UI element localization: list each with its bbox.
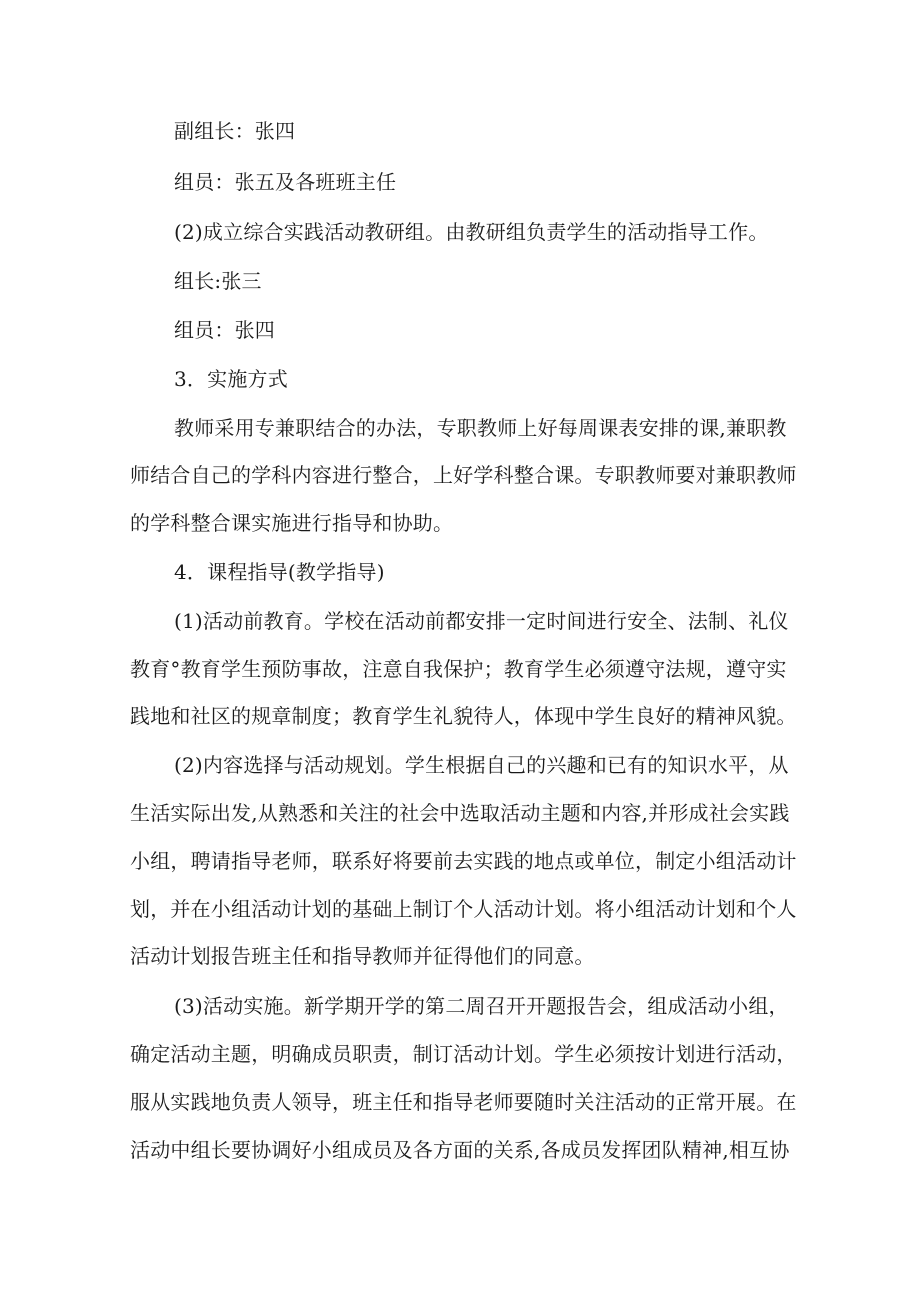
members-line: 组员：张五及各班班主任: [174, 170, 397, 194]
group-members-line: 组员：张四: [174, 318, 275, 342]
paragraph-line: 教育°教育学生预防事故，注意自我保护；教育学生必须遵守法规，遵守实: [130, 657, 787, 681]
paragraph-line: 确定活动主题，明确成员职责，制订活动计划。学生必须按计划进行活动，: [130, 1042, 797, 1066]
paragraph-line: 的学科整合课实施进行指导和协助。: [130, 511, 454, 535]
paragraph-line: 小组，聘请指导老师，联系好将要前去实践的地点或单位，制定小组活动计: [130, 849, 797, 873]
item-2-research-group: (2)成立综合实践活动教研组。由教研组负责学生的活动指导工作。: [174, 220, 769, 244]
paragraph-line: 活动计划报告班主任和指导教师并征得他们的同意。: [130, 944, 595, 968]
paragraph-line: 师结合自己的学科内容进行整合，上好学科整合课。专职教师要对兼职教师: [130, 463, 797, 487]
paragraph-line: 教师采用专兼职结合的办法，专职教师上好每周课表安排的课,兼职教: [174, 416, 787, 440]
paragraph-line: (3)活动实施。新学期开学的第二周召开开题报告会，组成活动小组，: [174, 994, 789, 1018]
deputy-leader-line: 副组长：张四: [174, 119, 296, 143]
paragraph-line: (1)活动前教育。学校在活动前都安排一定时间进行安全、法制、礼仪: [174, 609, 789, 633]
section-3-heading: 3．实施方式: [174, 367, 288, 391]
paragraph-line: 生活实际出发,从熟悉和关注的社会中选取活动主题和内容,并形成社会实践: [130, 801, 790, 825]
group-leader-line: 组长:张三: [174, 269, 262, 293]
paragraph-line: (2)内容选择与活动规划。学生根据自己的兴趣和已有的知识水平，从: [174, 753, 789, 777]
paragraph-line: 服从实践地负责人领导，班主任和指导老师要随时关注活动的正常开展。在: [130, 1090, 797, 1114]
paragraph-line: 践地和社区的规章制度；教育学生礼貌待人，体现中学生良好的精神风貌。: [130, 704, 797, 728]
paragraph-line: 活动中组长要协调好小组成员及各方面的关系,各成员发挥团队精神,相互协: [130, 1138, 790, 1162]
paragraph-line: 划，并在小组活动计划的基础上制订个人活动计划。将小组活动计划和个人: [130, 897, 797, 921]
section-4-heading: 4．课程指导(教学指导): [174, 560, 385, 584]
